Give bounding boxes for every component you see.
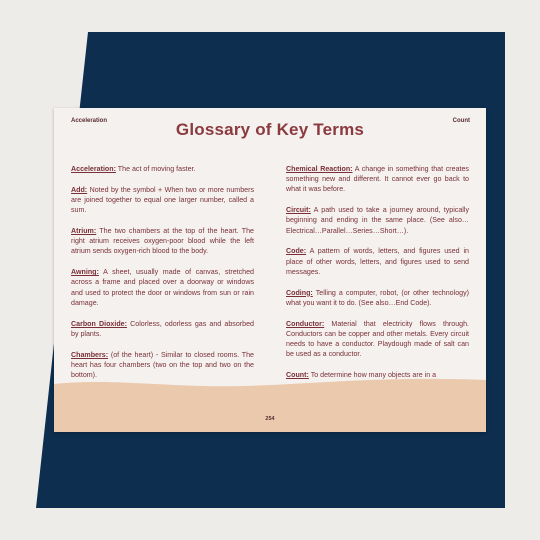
definition: Telling a computer, robot, (or other technology) what you want it to do. (See also…End Code). [286,288,469,307]
definition: A path used to take a journey around, typically beginning and ending in the same place. (See also…Electrical…Parallel…Series…Short…). [286,206,469,235]
term: Awning: [71,268,99,277]
running-head-right: Count [452,118,470,124]
term: Coding: [286,288,313,297]
glossary-entry-atrium [71,226,254,257]
running-head-left: Acceleration [71,118,108,124]
term: Carbon Dioxide: [71,319,127,328]
definition: The two chambers at the top of the heart. The right atrium receives oxygen-poor blood while the left atrium sends oxygen-rich blood to the body. [71,227,254,256]
definition: Noted by the symbol + When two or more numbers are joined together to equal one larger number, called a sum. [71,185,254,215]
term: Atrium: [71,227,97,235]
term: Count: [286,371,309,380]
glossary-column-right [286,164,469,391]
glossary-entry-chemical-reaction [286,164,469,195]
glossary-column-left [71,164,254,391]
term: Code: [286,247,307,256]
glossary-entry-acceleration [71,164,254,174]
term: Chambers: [71,350,109,359]
term: Add: [71,185,88,194]
term: Chemical Reaction: [286,165,353,173]
glossary-entry-awning [71,267,254,308]
glossary-entry-count [286,370,469,380]
glossary-entry-conductor [286,319,469,360]
term: Conductor: [286,319,325,328]
definition: A sheet, usually made of canvas, stretched across a frame and placed over a doorway or windows and used to protect the door or windows from sun or rain damage. [71,268,254,307]
glossary-entry-coding [286,288,469,308]
definition: A pattern of words, letters, and figures used in place of other words, letters, and figures used to send messages. [286,247,469,276]
definition: A change in something that creates something new and different. It cannot ever go back to what it was before. [286,165,469,194]
glossary-entry-chambers [71,350,254,381]
glossary-entry-add [71,185,254,216]
definition: Material that electricity flows through. Conductors can be copper and other metals. Every circuit needs to have a conductor. Playdough made of salt can be used as a conductor. [286,319,469,359]
glossary-entry-carbon-dioxide [71,319,254,339]
definition: To determine how many objects are in a [308,371,437,380]
glossary-entry-code [286,246,469,277]
page-title: Glossary of Key Terms [175,120,365,139]
definition: Colorless, odorless gas and absorbed by plants. [71,319,254,338]
term: Acceleration: [71,165,116,173]
definition: The act of moving faster. [115,165,196,173]
glossary-page [54,108,486,432]
glossary-entry-circuit [286,205,469,236]
page-number: 254 [265,416,275,422]
definition: (of the heart) - Similar to closed rooms. The heart has four chambers (two on the top and two on the bottom). [71,350,254,380]
term: Circuit: [286,206,311,215]
